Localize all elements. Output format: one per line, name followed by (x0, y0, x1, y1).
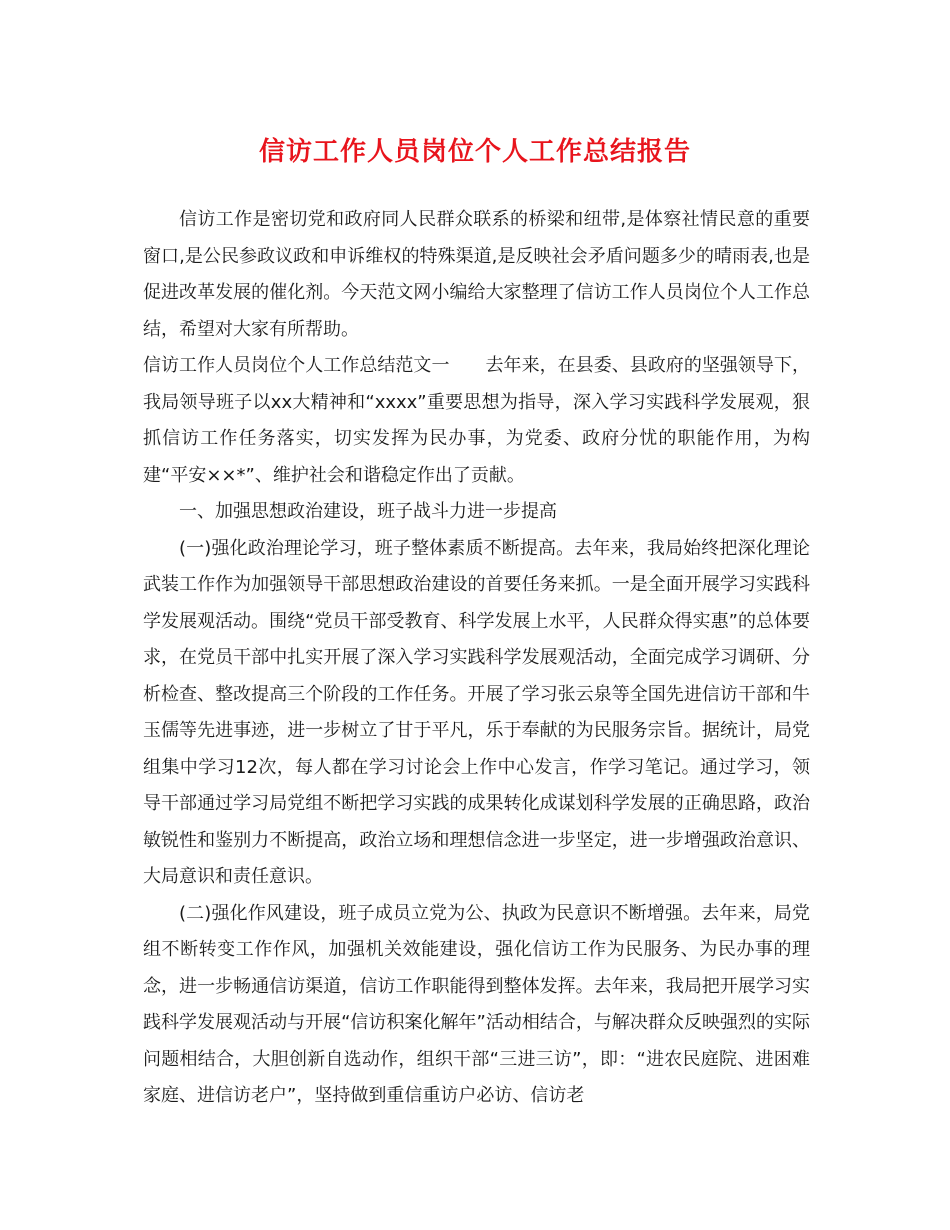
paragraph-intro: 信访工作是密切党和政府同人民群众联系的桥梁和纽带,是体察社情民意的重要窗口,是公民参政议政和申诉维权的特殊渠道,是反映社会矛盾问题多少的晴雨表,也是促进改革发展的催化剂。今天范文网小编给大家整理了信访工作人员岗位个人工作总结，希望对大家有所帮助。 (143, 209, 810, 340)
section-heading-1: 一、加强思想政治建设，班子战斗力进一步提高 (179, 501, 557, 522)
page-title: 信访工作人员岗位个人工作总结报告 (258, 137, 691, 167)
document-body (143, 202, 810, 1115)
paragraph-section-1-1: (一)强化政治理论学习，班子整体素质不断提高。去年来，我局始终把深化理论武装工作作为加强领导干部思想政治建设的首要任务来抓。一是全面开展学习实践科学发展观活动。围绕“党员干部受教育、科学发展上水平，人民群众得实惠”的总体要求，在党员干部中扎实开展了深入学习实践科学发展观活动，全面完成学习调研、分析检查、整改提高三个阶段的工作任务。开展了学习张云泉等全国先进信访干部和牛玉儒等先进事迹，进一步树立了甘于平凡，乐于奉献的为民服务宗旨。据统计，局党组集中学习12次，每人都在学习讨论会上作中心发言，作学习笔记。通过学习，领导干部通过学习局党组不断把学习实践的成果转化成谋划科学发展的正确思路，政治敏锐性和鉴别力不断提高，政治立场和理想信念进一步坚定，进一步增强政治意识、大局意识和责任意识。 (143, 537, 810, 887)
paragraph-section-1-2: (二)强化作风建设，班子成员立党为公、执政为民意识不断增强。去年来，局党组不断转变工作作风，加强机关效能建设，强化信访工作为民服务、为民办事的理念，进一步畅通信访渠道，信访工作职能得到整体发挥。去年来，我局把开展学习实践科学发展观活动与开展“信访积案化解年”活动相结合，与解决群众反映强烈的实际问题相结合，大胆创新自选动作，组织干部“三进三访”，即：“进农民庭院、进困难家庭、进信访老户”，坚持做到重信重访户必访、信访老 (143, 902, 810, 1106)
paragraph-sample-heading: 信访工作人员岗位个人工作总结范文一 去年来，在县委、县政府的坚强领导下，我局领导班子以xx大精神和“xxxx”重要思想为指导，深入学习实践科学发展观，狠抓信访工作任务落实，切实发挥为民办事，为党委、政府分忧的职能作用，为构建“平安××*”、维护社会和谐稳定作出了贡献。 (143, 355, 810, 486)
